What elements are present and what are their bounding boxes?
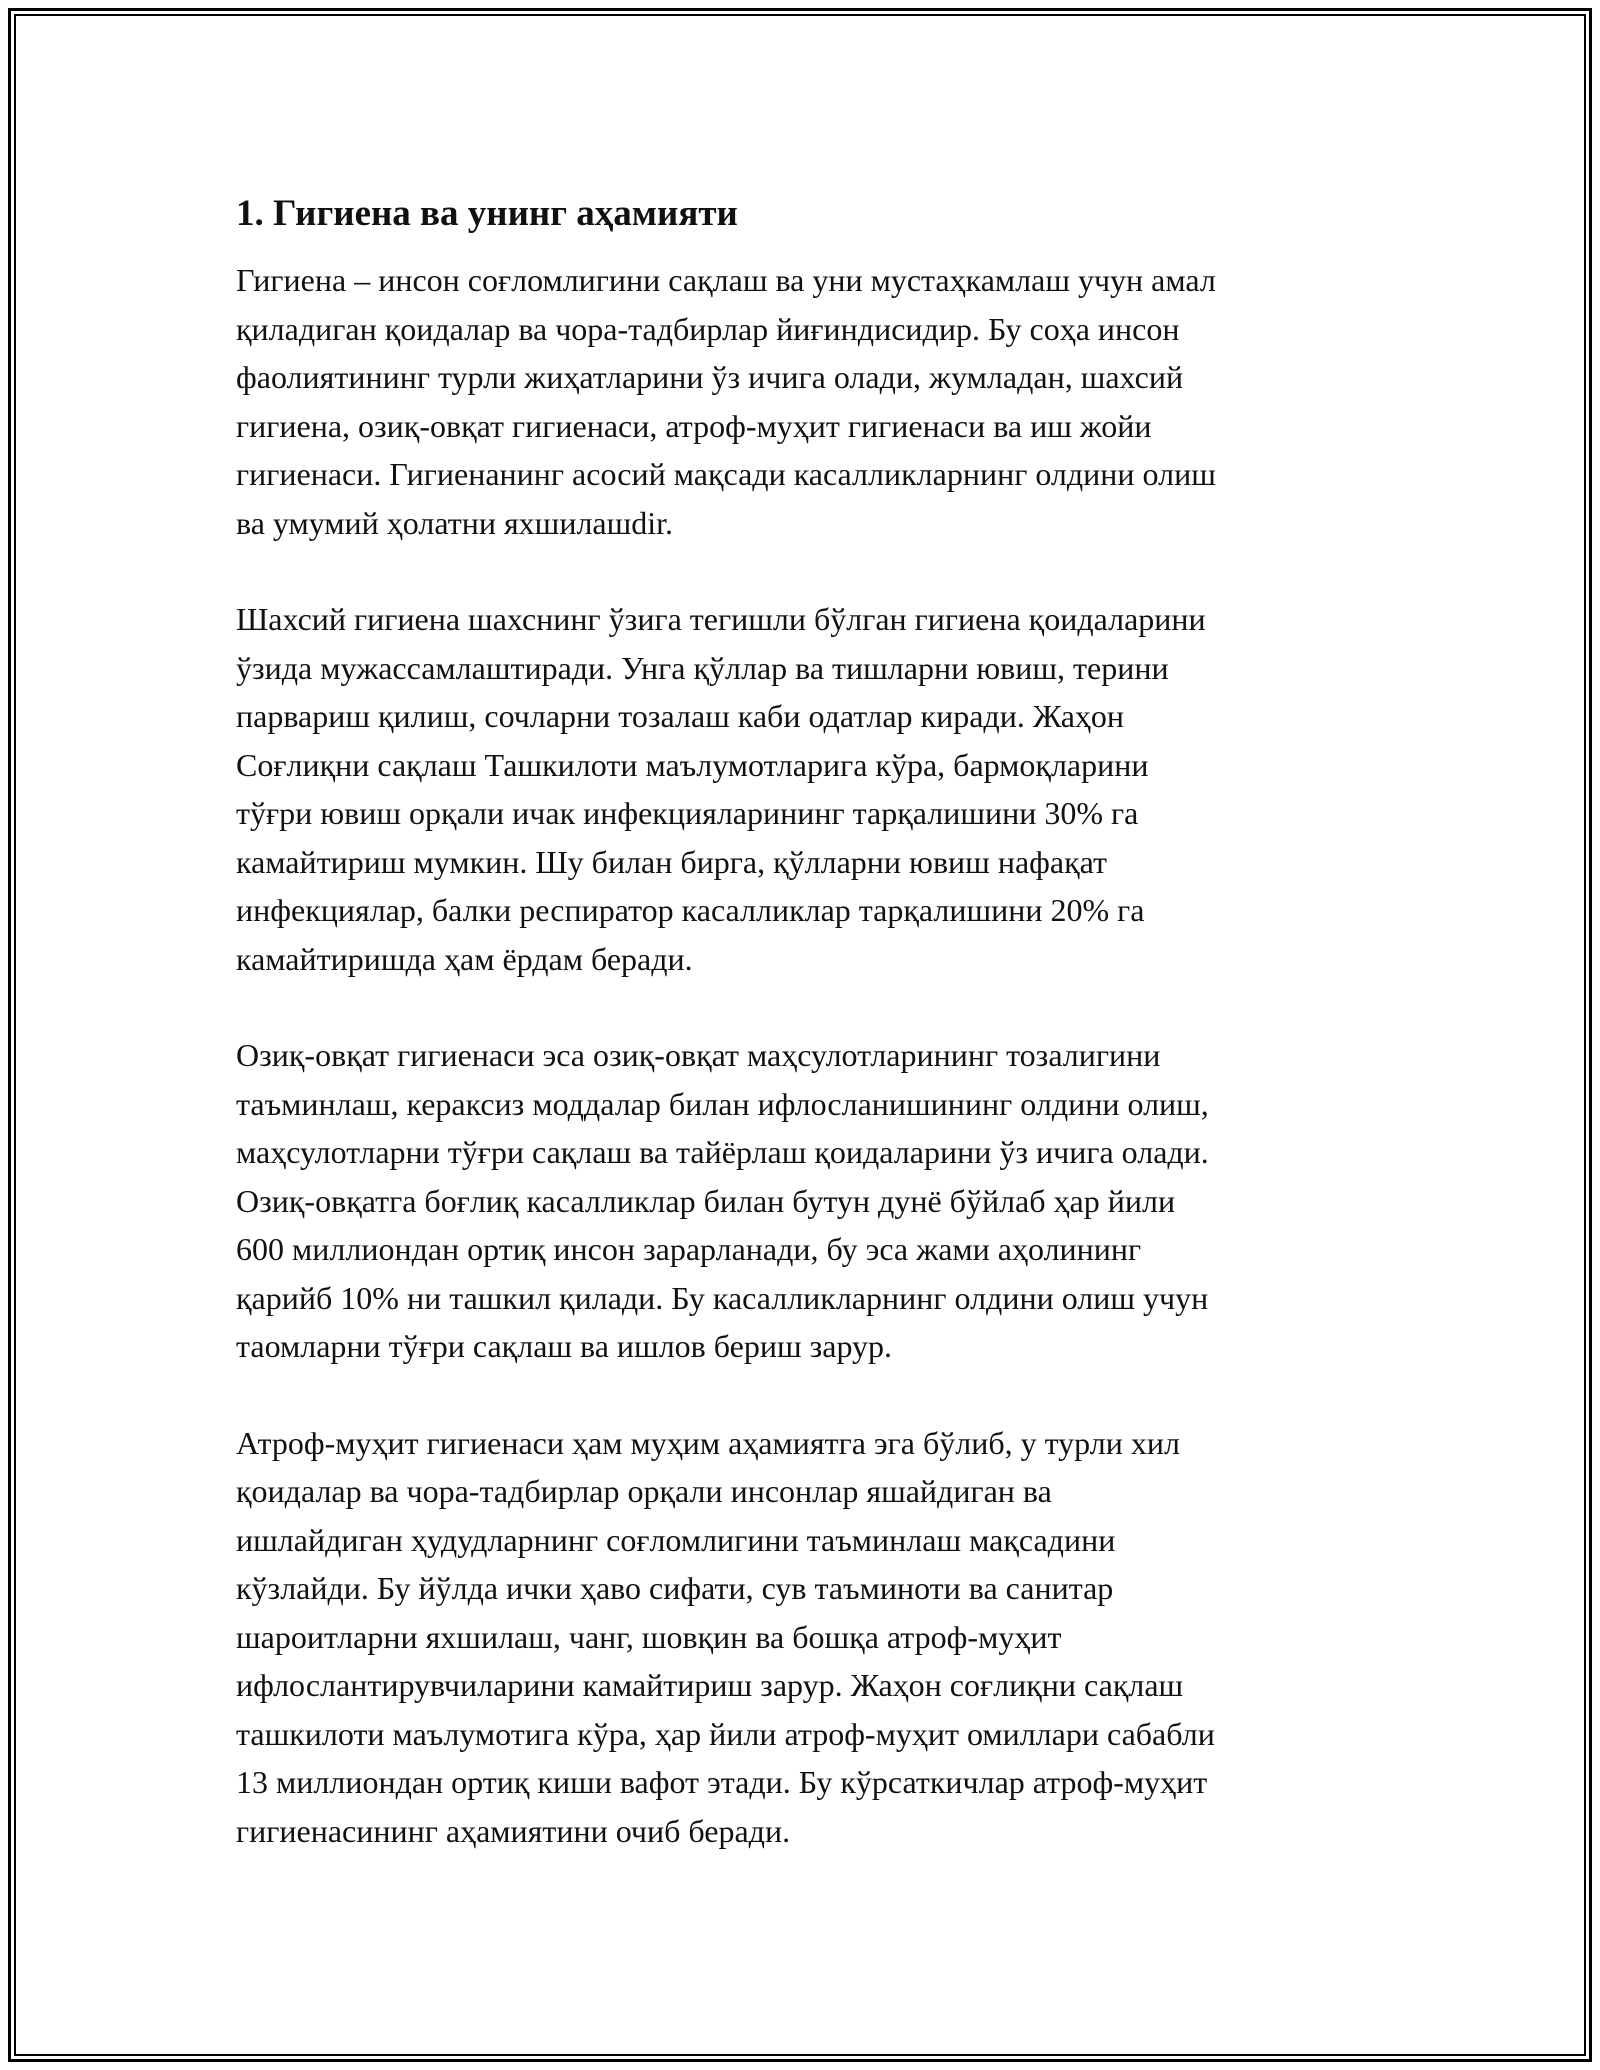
text-line: 600 миллиондан ортиқ инсон зарарланади, бу эса жами аҳолининг	[236, 1231, 1142, 1267]
paragraph-4	[236, 1419, 1366, 1856]
text-line: Шахсий гигиена шахснинг ўзига тегишли бўлган гигиена қоидаларини	[236, 601, 1206, 637]
text-line: маҳсулотларни тўғри сақлаш ва тайёрлаш қоидаларини ўз ичига олади.	[236, 1134, 1209, 1170]
text-line: ташкилоти маълумотига кўра, ҳар йили атроф-муҳит омиллари сабабли	[236, 1715, 1215, 1752]
text-line: кўзлайди. Бу йўлда ички ҳаво сифати, сув таъминоти ва санитар	[236, 1570, 1114, 1606]
text-line: қиладиган қоидалар ва чора-тадбирлар йиғиндисидир. Бу соҳа инсон	[236, 310, 1180, 347]
text-line: таъминлаш, кераксиз моддалар билан ифлосланишининг олдини олиш,	[236, 1085, 1209, 1122]
text-line: Соғлиқни сақлаш Ташкилоти маълумотларига кўра, бармоқларини	[236, 746, 1149, 783]
paragraph-3	[236, 1031, 1366, 1371]
text-line: 13 миллиондан ортиқ киши вафот этади. Бу кўрсаткичлар атроф-муҳит	[236, 1764, 1208, 1800]
text-line: инфекциялар, балки респиратор касалликлар тарқалишини 20% га	[236, 892, 1145, 928]
text-line: гигиенаси. Гигиенанинг асосий мақсади касалликларнинг олдини олиш	[236, 456, 1216, 492]
text-line: Озиқ-овқат гигиенаси эса озиқ-овқат маҳсулотларининг тозалигини	[236, 1037, 1161, 1073]
text-line: гигиена, озиқ-овқат гигиенаси, атроф-муҳит гигиенаси ва иш жойи	[236, 407, 1152, 444]
text-line: Гигиена – инсон соғломлигини сақлаш ва уни мустаҳкамлаш учун амал	[236, 262, 1216, 298]
text-line: Озиқ-овқатга боғлиқ касалликлар билан бутун дунё бўйлаб ҳар йили	[236, 1182, 1176, 1219]
text-line: ишлайдиган ҳудудларнинг соғломлигини таъминлаш мақсадини	[236, 1521, 1116, 1558]
text-line: шароитларни яхшилаш, чанг, шовқин ва бошқа атроф-муҳит	[236, 1618, 1062, 1655]
text-line: таомларни тўғри сақлаш ва ишлов бериш зарур.	[236, 1328, 893, 1364]
paragraphs-container	[236, 256, 1366, 1855]
text-line: Атроф-муҳит гигиенаси ҳам муҳим аҳамиятга эга бўлиб, у турли хил	[236, 1424, 1180, 1461]
text-line: тўғри ювиш орқали ичак инфекцияларининг тарқалишини 30% га	[236, 795, 1139, 831]
text-line: гигиенасининг аҳамиятини очиб беради.	[236, 1812, 791, 1849]
text-line: фаолиятининг турли жиҳатларини ўз ичига олади, жумладан, шахсий	[236, 359, 1184, 395]
text-line: ўзида мужассамлаштиради. Унга қўллар ва тишларни ювиш, терини	[236, 649, 1169, 686]
text-line: камайтиришда ҳам ёрдам беради.	[236, 940, 693, 977]
paragraph-2	[236, 595, 1366, 983]
text-line: қарийб 10% ни ташкил қилади. Бу касалликларнинг олдини олиш учун	[236, 1279, 1209, 1316]
paragraph-1	[236, 256, 1366, 547]
document-body	[236, 186, 1366, 1903]
text-line: ва умумий ҳолатни яхшилашdir.	[236, 504, 674, 541]
text-line: камайтириш мумкин. Шу билан бирга, қўлларни ювиш нафақат	[236, 843, 1107, 880]
section-heading: 1. Гигиена ва унинг аҳамияти	[236, 193, 738, 234]
text-line: парвариш қилиш, сочларни тозалаш каби одатлар киради. Жаҳон	[236, 698, 1125, 734]
text-line: ифлослантирувчиларини камайтириш зарур. Жаҳон соғлиқни сақлаш	[236, 1667, 1184, 1703]
text-line: қоидалар ва чора-тадбирлар орқали инсонлар яшайдиган ва	[236, 1473, 1052, 1509]
